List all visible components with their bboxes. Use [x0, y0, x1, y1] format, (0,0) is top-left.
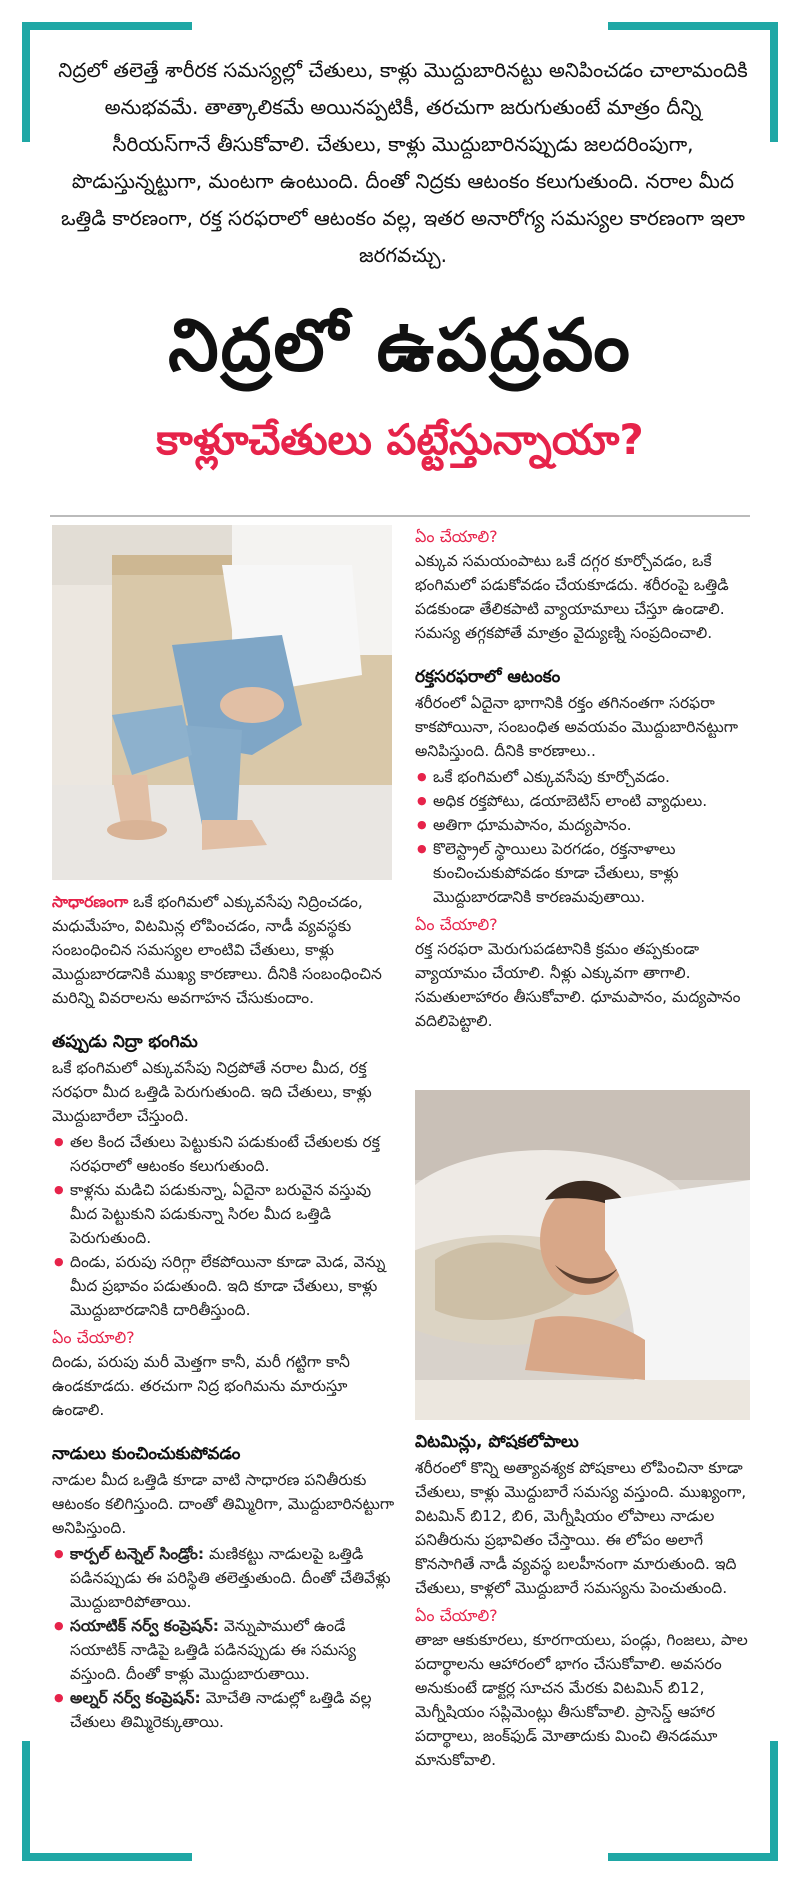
page-subtitle: కాళ్లూచేతులు పట్టేస్తున్నాయా?: [156, 415, 644, 464]
bullet-list: [415, 765, 750, 909]
frame-corner: [770, 1741, 778, 1861]
what-to-do-label: ఏం చేయాలి?: [52, 1328, 135, 1347]
section-text: శరీరంలో ఏదైనా భాగానికి రక్తం తగినంతగా సరఫరా కాకపోయినా, సంబంధిత అవయవం మొద్దుబారినట్టుగా అనిపిస్తుంది. దీనికి కారణాలు..: [415, 694, 738, 760]
section-heading-blood-supply: రక్తసరఫరాలో ఆటంకం: [415, 667, 561, 687]
section-text: రక్త సరఫరా మెరుగుపడటానికి క్రమం తప్పకుండా వ్యాయామం చేయాలి. నీళ్లు ఎక్కువగా తాగాలి. సమతులాహారం తీసుకోవాలి. ధూమపానం, మద్యపానం వదిలిపెట్టాలి.: [415, 940, 741, 1030]
leg-cramp-photo: [52, 525, 392, 880]
left-column: [52, 890, 402, 1734]
divider: [50, 515, 750, 517]
lead-text: ఒకే భంగిమలో ఎక్కువసేపు నిద్రించడం, మధుమేహం, విటమిన్ల లోపించడం, నాడీ వ్యవస్థకు సంబంధించిన సమస్యల లాంటివి చేతులు, కాళ్లు మొద్దుబారడానికి ముఖ్య కారణాలు. దీనికి సంబంధించిన మరిన్ని వివరాలను అవగాహన చేసుకుందాం.: [52, 893, 382, 1007]
frame-corner: [770, 22, 778, 142]
section-heading-nutrition: విటమిన్లు, పోషకలోపాలు: [415, 1432, 579, 1452]
what-to-do-label: ఏం చేయాలి?: [415, 527, 498, 546]
list-item-bold: సయాటిక్ నర్వ్ కంప్రెషన్:: [70, 1617, 219, 1635]
section-text: దిండు, పరుపు మరీ మెత్తగా కానీ, మరీ గట్టిగా కానీ ఉండకూడదు. తరచుగా నిద్ర భంగిమను మారుస్తూ ఉండాలి.: [52, 1353, 350, 1419]
what-to-do-label: ఏం చేయాలి?: [415, 915, 498, 934]
list-item: [70, 1614, 402, 1686]
section-text: ఒకే భంగిమలో ఎక్కువసేపు నిద్రపోతే నరాల మీద, రక్త సరఫరా మీద ఒత్తిడి పెరుగుతుంది. ఇది చేతులు, కాళ్లు మొద్దుబారేలా చేస్తుంది.: [52, 1059, 372, 1125]
section-text: శరీరంలో కొన్ని అత్యావశ్యక పోషకాలు లోపించినా కూడా చేతులు, కాళ్లు మొద్దుబారే సమస్య వస్తుంది. ముఖ్యంగా, విటమిన్ బి12, బి6, మెగ్నీషియం లోపాలు నాడుల పనితీరును ప్రభావితం చేస్తాయి. ఈ లోపం అలాగే కొనసాగితే నాడీ వ్యవస్థ బలహీనంగా మారుతుంది. ఇది చేతులు, కాళ్లలో మొద్దుబారే సమస్యను పెంచుతుంది.: [415, 1459, 747, 1597]
frame-corner: [608, 1853, 778, 1861]
list-item: ● దిండు, పరుపు సరిగ్గా లేకపోయినా కూడా మెడ, వెన్ను మీద ప్రభావం పడుతుంది. ఇది కూడా చేతులు, కాళ్లు మొద్దుబారడానికి దారితీస్తుంది.: [70, 1250, 402, 1322]
list-item-bold: కార్పల్ టన్నెల్ సిండ్రోం:: [70, 1545, 205, 1563]
right-column: [415, 525, 750, 1033]
section-heading-nerve-compression: నాడులు కుంచించుకుపోవడం: [52, 1444, 241, 1464]
list-item: ● కొలెస్ట్రాల్ స్థాయిలు పెరగడం, రక్తనాళాలు కుంచించుకుపోవడం కూడా చేతులు, కాళ్లు మొద్దుబారడానికి కారణమవుతాయి.: [433, 837, 750, 909]
section-text: నాడుల మీద ఒత్తిడి కూడా వాటి సాధారణ పనితీరుకు ఆటంకం కలిగిస్తుంది. దాంతో తిమ్మిరిగా, మొద్దుబారినట్టుగా అనిపిస్తుంది.: [52, 1471, 395, 1537]
right-column-lower: [415, 1430, 750, 1772]
bullet-list: [52, 1542, 402, 1734]
frame-corner: [22, 22, 30, 142]
list-item: ● కాళ్లను మడిచి పడుకున్నా, ఏదైనా బరువైన వస్తువు మీద పెట్టుకుని పడుకున్నా సిరల మీద ఒత్తిడి పెరుగుతుంది.: [70, 1178, 402, 1250]
section-text: తాజా ఆకుకూరలు, కూరగాయలు, పండ్లు, గింజలు, పాల పదార్థాలను ఆహారంలో భాగం చేసుకోవాలి. అవసరం అనుకుంటే డాక్టర్ల సూచన మేరకు విటమిన్ బి12, మెగ్నీషియం సప్లిమెంట్లు తీసుకోవాలి. ప్రాసెస్డ్ ఆహార పదార్థాలు, జంక్‌ఫుడ్ మోతాదుకు మించి తినడమూ మానుకోవాలి.: [415, 1631, 748, 1769]
frame-corner: [22, 1853, 192, 1861]
what-to-do-label: ఏం చేయాలి?: [415, 1606, 498, 1625]
frame-corner: [22, 22, 192, 30]
frame-corner: [608, 22, 778, 30]
lead-paragraph: [52, 890, 402, 1010]
bullet-list: [52, 1130, 402, 1322]
page-title: నిద్రలో ఉపద్రవం: [168, 303, 632, 387]
intro-paragraph: నిద్రలో తలెత్తే శారీరక సమస్యల్లో చేతులు, కాళ్లు మొద్దుబారినట్టు అనిపించడం చాలామందికి అనుభవమే. తాత్కాలికమే అయినప్పటికీ, తరచుగా జరుగుతుంటే మాత్రం దీన్ని సీరియస్‌గానే తీసుకోవాలి. చేతులు, కాళ్లు మొద్దుబారినప్పుడు జలదరింపుగా, పొడుస్తున్నట్టుగా, మంటగా ఉంటుంది. దీంతో నిద్రకు ఆటంకం కలుగుతుంది. నరాల మీద ఒత్తిడి కారణంగా, రక్త సరఫరాలో ఆటంకం వల్ల, ఇతర అనారోగ్య సమస్యల కారణంగా ఇలా జరగవచ్చు.: [58, 58, 748, 267]
frame-corner: [22, 1741, 30, 1861]
list-item: ● అధిక రక్తపోటు, డయాబెటిస్ లాంటి వ్యాధులు.: [433, 789, 750, 813]
list-item: [70, 1686, 402, 1734]
list-item-bold: అల్నర్ నర్వ్ కంప్రెషన్:: [70, 1689, 201, 1707]
list-item-text: మణికట్టు నాడులపై ఒత్తిడి పడినప్పుడు ఈ పరిస్థితి తలెత్తుతుంది. దీంతో చేతివేళ్లు మొద్దుబారిపోతాయి.: [70, 1545, 391, 1611]
list-item: [70, 1542, 402, 1614]
section-text: ఎక్కువ సమయంపాటు ఒకే దగ్గర కూర్చోవడం, ఒకే భంగిమలో పడుకోవడం చేయకూడదు. శరీరంపై ఒత్తిడి పడకుండా తేలికపాటి వ్యాయామాలు చేస్తూ ఉండాలి. సమస్య తగ్గకపోతే మాత్రం వైద్యుణ్ని సంప్రదించాలి.: [415, 552, 729, 642]
list-item: ● తల కింద చేతులు పెట్టుకుని పడుకుంటే చేతులకు రక్త సరఫరాలో ఆటంకం కలుగుతుంది.: [70, 1130, 402, 1178]
sleeping-man-photo: [415, 1090, 750, 1420]
list-item: ● ఒకే భంగిమలో ఎక్కువసేపు కూర్చోవడం.: [433, 765, 750, 789]
list-item-text: మోచేతి నాడుల్లో ఒత్తిడి వల్ల చేతులు తిమ్మిరెక్కుతాయి.: [70, 1689, 372, 1731]
list-item: ● అతిగా ధూమపానం, మద్యపానం.: [433, 813, 750, 837]
section-heading-sleep-posture: తప్పుడు నిద్రా భంగిమ: [52, 1032, 198, 1052]
list-item-text: వెన్నుపాములో ఉండే సయాటిక్ నాడిపై ఒత్తిడి పడినప్పుడు ఈ సమస్య వస్తుంది. దీంతో కాళ్లు మొద్దుబారుతాయి.: [70, 1617, 356, 1683]
lead-word: సాధారణంగా: [52, 893, 129, 911]
